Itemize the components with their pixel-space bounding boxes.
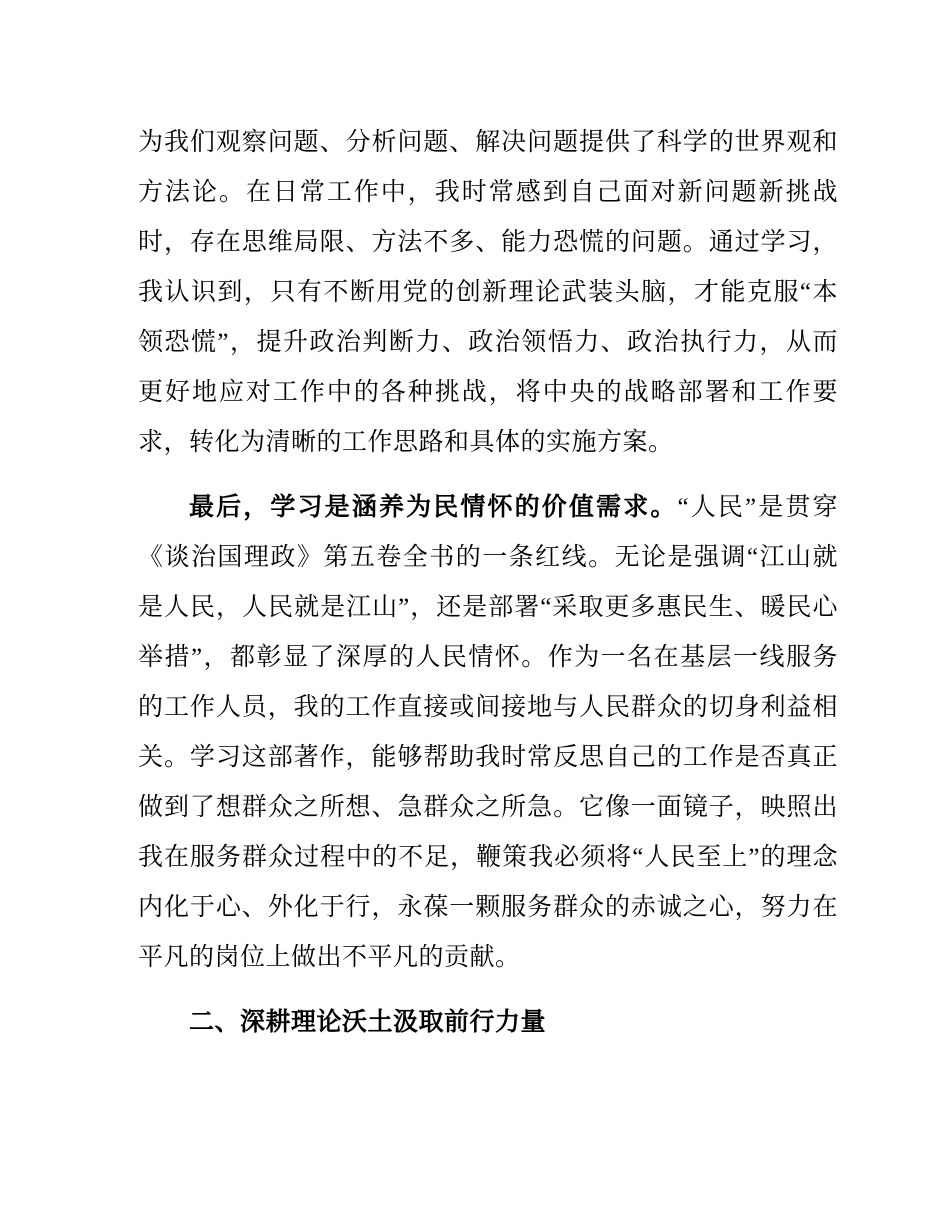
continuation-paragraph: 为我们观察问题、分析问题、解决问题提供了科学的世界观和方法论。在日常工作中，我时常感到自己面对新问题新挑战时，存在思维局限、方法不多、能力恐慌的问题。通过学习，我认识到，只有不断用党的创新理论武装头脑，才能克服“本领恐慌”，提升政治判断力、政治领悟力、政治执行力，从而更好地应对工作中的各种挑战，将中央的战略部署和工作要求，转化为清晰的工作思路和具体的实施方案。 <box>138 129 838 456</box>
paragraph-lead-bold: 最后，学习是涵养为民情怀的价值需求。 <box>189 493 678 521</box>
paragraph-body-text: “人民”是贯穿《谈治国理政》第五卷全书的一条红线。无论是强调“江山就是人民，人民就是江山”，还是部署“采取更多惠民生、暖民心举措”，都彰显了深厚的人民情怀。作为一名在基层一线服务的工作人员，我的工作直接或间接地与人民群众的切身利益相关。学习这部著作，能够帮助我时常反思自己的工作是否真正做到了想群众之所想、急群众之所急。它像一面镜子，映照出我在服务群众过程中的不足，鞭策我必须将“人民至上”的理念内化于心、外化于行，永葆一颗服务群众的赤诚之心，努力在平凡的岗位上做出不平凡的贡献。 <box>138 494 838 971</box>
section-heading: 二、深耕理论沃土汲取前行力量 <box>189 1008 547 1036</box>
paragraph-people-sentiment <box>138 482 838 983</box>
document-text-block <box>138 118 838 1047</box>
